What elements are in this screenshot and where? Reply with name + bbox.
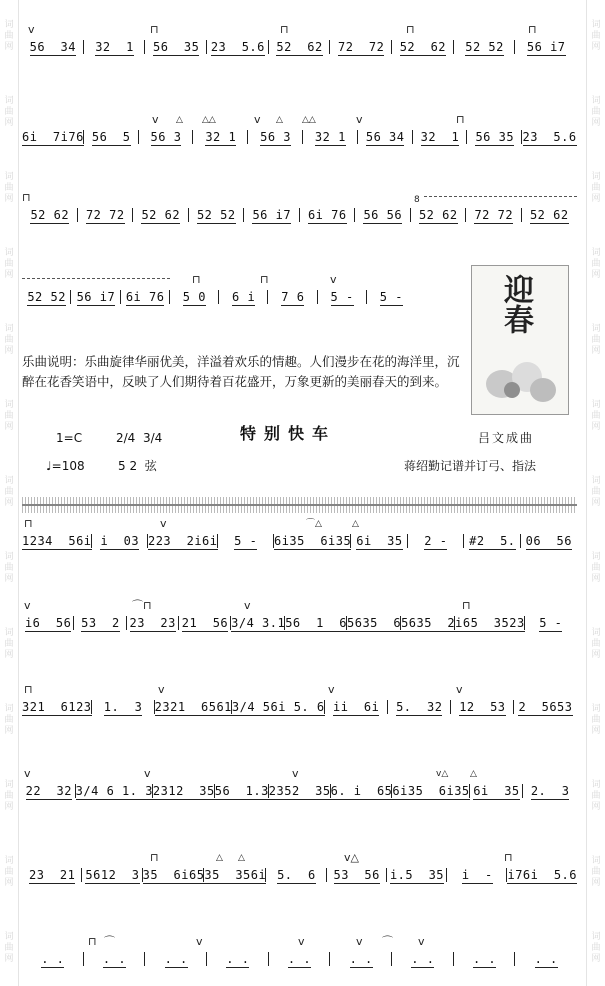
site-watermark: 词 曲 网 [4,552,14,584]
accent-mark: △△ [202,115,216,125]
measure-row [22,952,577,972]
site-watermark: 词 曲 网 [4,704,14,736]
up-bow-mark: v [418,935,425,948]
bowing-marks [22,24,577,38]
accent-mark: △ [352,519,359,529]
measure [325,700,388,714]
ottava-mark: 8 [414,195,420,205]
measure [330,40,392,54]
measure-notes: 5 0 [182,290,206,304]
measure-notes: i65 3523 [455,616,525,630]
measure-notes: 2312 35 [152,784,215,798]
measure-notes: i - [461,868,493,882]
up-bow-mark: v [356,935,363,948]
up-bow-mark: v [330,273,337,286]
measure [269,40,331,54]
down-bow-mark: ⊓ [24,683,33,696]
measure [92,700,155,714]
measure-notes: 23 23 [129,616,176,630]
measure [219,290,268,304]
measure-row [22,40,577,60]
up-bow-mark: v [152,113,159,126]
up-bow-mark: v [160,517,167,530]
measure [522,130,577,144]
measure-notes: 2 5653 [518,700,573,714]
measure-notes: 35 6i65 [142,868,205,882]
measure-notes: 5 - [234,534,258,548]
measure-notes: 72 72 [338,40,385,54]
up-bow-mark: v [28,23,35,36]
measure-notes: 52 62 [418,208,458,222]
measure [303,130,358,144]
measure-notes: 6. i 65 [330,784,393,798]
measure-notes: . . [411,952,435,966]
measure [355,208,411,222]
measure [392,952,454,966]
measure [22,784,76,798]
measure [455,616,525,630]
measure [22,616,74,630]
measure-notes: ii 6i [332,700,380,714]
up-bow-mark: v△ [344,851,359,864]
site-watermark: 词 曲 网 [4,400,14,432]
measure-notes: 3/4 6 1. 3 [75,784,153,798]
measure-notes: i 03 [100,534,140,548]
measure-notes: 5635 2 [401,616,456,630]
measure [22,952,84,966]
section-divider [22,497,577,513]
measure-notes: 72 72 [85,208,125,222]
down-bow-mark: ⌒⊓ [132,599,152,612]
up-bow-mark: v [24,767,31,780]
measure-notes: 23 5.6 [210,40,265,54]
flower-decoration [504,382,520,398]
measure-notes: 52 52 [196,208,236,222]
measure [244,208,300,222]
measure-notes: . . [287,952,312,966]
measure [387,868,447,882]
measure-row [22,784,577,804]
measure-notes: 56 i7 [526,40,566,54]
measure-notes: . . [164,952,188,966]
measure [318,290,367,304]
measure [155,700,232,714]
site-watermark: 词 曲 网 [4,780,14,812]
measure-notes: i.5 35 [389,868,445,882]
measure-notes: 56 56 [363,208,403,222]
measure [392,40,454,54]
measure [522,208,578,222]
measure-notes: 32 1 [95,40,134,54]
measure-notes: 5. 6 [277,868,316,882]
measure [388,700,451,714]
measure [84,952,146,966]
accent-mark: △ [470,769,477,779]
measure [231,616,285,630]
slur-mark: ⌒ [382,935,393,948]
measure-notes: 2 - [424,534,448,548]
site-watermark: 词 曲 网 [4,20,14,52]
measure [408,534,464,548]
measure-notes: 6i 76 [125,290,165,304]
measure [145,40,207,54]
bowing-marks [22,684,577,698]
measure [92,534,148,548]
site-watermark: 词 曲 网 [4,172,14,204]
down-bow-mark: ⊓ [406,23,415,36]
up-bow-mark: v [456,683,463,696]
measure [127,616,179,630]
measure [447,868,507,882]
site-watermark: 词 曲 网 [591,704,601,736]
measure-notes: 56 i7 [76,290,116,304]
measure [300,208,356,222]
measure-notes: 56 i7 [252,208,292,222]
measure [145,952,207,966]
piece-description: 乐曲说明：乐曲旋律华丽优美，洋溢着欢乐的情趣。人们漫步在花的海洋里，沉醉在花香笑语中，反映了人们期待着百花盛开，万象更新的美丽春天的到来。 [22,354,460,389]
measure [266,868,326,882]
measure-notes: 52 52 [465,40,504,54]
measure-row [22,868,577,888]
composer: 吕文成曲 [478,431,535,445]
measure [507,868,577,882]
accent-mark: △ [238,853,245,863]
site-watermark: 词 曲 网 [4,856,14,888]
site-watermark: 词 曲 网 [591,248,601,280]
measure-notes: 72 72 [474,208,514,222]
down-bow-mark: ⊓ [280,23,289,36]
slur-mark: ⌒ [104,935,115,948]
measure [179,616,231,630]
measure [413,130,468,144]
up-bow-mark: v [356,113,363,126]
measure [367,290,416,304]
measure-notes: 53 2 [81,616,120,630]
measure [22,290,71,304]
site-watermark: 词 曲 网 [591,324,601,356]
measure-notes: 5. 32 [396,700,443,714]
measure [268,290,317,304]
ottava-dashed-line [424,196,577,197]
down-bow-mark: ⊓ [260,273,269,286]
site-watermark: 词 曲 网 [591,780,601,812]
up-bow-mark: v [158,683,165,696]
measure [22,700,92,714]
measure-notes: 56 34 [365,130,405,144]
bowing-marks [22,768,577,782]
measure [143,868,205,882]
measure [22,208,78,222]
measure-notes: 223 2i6i [147,534,218,548]
measure [454,40,516,54]
down-bow-mark: ⊓ [504,851,513,864]
measure-notes: #2 5. [469,534,516,548]
up-bow-mark: v [254,113,261,126]
measure [71,290,120,304]
accent-mark: ⌒△ [306,519,322,529]
measure-notes: . . [102,952,127,966]
bowing-marks [22,518,577,532]
measure-row [22,534,577,554]
measure [148,534,218,548]
measure-notes: 2. 3 [530,784,570,798]
measure-notes: 1. 3 [103,700,143,714]
down-bow-mark: ⊓ [528,23,537,36]
site-watermark: 词 曲 网 [591,476,601,508]
measure-notes: 5635 6 [347,616,402,630]
site-watermark: 词 曲 网 [591,400,601,432]
bowing-marks [22,936,577,950]
measure [22,40,84,54]
measure [470,784,524,798]
down-bow-mark: ⊓ [192,273,201,286]
measure-notes: 52 62 [141,208,181,222]
bowing-marks [22,852,577,866]
measure [331,784,393,798]
measure-notes: 321 6123 [22,700,92,714]
cover-title: 迎春 [498,274,533,334]
measure [76,784,153,798]
measure [82,868,142,882]
measure [74,616,126,630]
measure-notes: 6 i [232,290,256,304]
measure [454,952,516,966]
measure [207,40,269,54]
site-watermark: 词 曲 网 [4,248,14,280]
measure [327,868,387,882]
measure-notes: . . [226,952,250,966]
bowing-marks [22,274,462,288]
accent-mark: △△ [302,115,316,125]
measure [358,130,413,144]
measure-notes: 56 5 [91,130,131,144]
measure-notes: 52 62 [276,40,323,54]
arranger-credit: 蒋绍勤记谱并订弓、指法 [404,459,537,473]
measure-notes: 7 6 [281,290,305,304]
measure-notes: 56 1 6 [285,616,347,630]
measure-notes: 5612 3 [85,868,140,882]
measure-notes: . . [349,952,373,966]
measure [22,868,82,882]
measure [139,130,194,144]
measure-notes: 52 62 [399,40,447,54]
measure-notes: 21 56 [181,616,229,630]
measure [22,534,92,548]
up-bow-mark: v [144,767,151,780]
down-bow-mark: ⊓ [88,935,97,948]
measure [22,130,84,144]
site-watermark: 词 曲 网 [4,324,14,356]
site-watermark: 词 曲 网 [591,96,601,128]
measure-notes: 22 32 [25,784,73,798]
measure [232,700,325,714]
measure [78,208,134,222]
top-staff-line-4 [22,274,462,308]
down-bow-mark: ⊓ [24,517,33,530]
measure [133,208,189,222]
measure-notes: 3/4 3.1 [231,616,286,630]
measure-notes: 1234 56i [22,534,92,548]
measure-notes: 2321 6561 [154,700,232,714]
measure [392,784,469,798]
site-watermark: 词 曲 网 [591,856,601,888]
measure-notes: 6i35 6i35 [273,534,352,548]
measure [153,784,215,798]
measure-row [22,700,577,720]
measure-notes: 6i 35 [473,784,520,798]
site-watermark: 词 曲 网 [591,172,601,204]
measure-notes: 32 1 [314,130,346,144]
accent-mark: v△ [436,769,449,779]
down-bow-mark: ⊓ [150,851,159,864]
measure [515,40,577,54]
measure-notes: 6i 7i76 [22,130,84,144]
measure-notes: . . [534,952,558,966]
measure-row [22,290,416,310]
string-tuning: 5 2 弦 [118,459,157,473]
measure-notes: 2352 35 [268,784,331,798]
measure-notes: i76i 5.6 [507,868,577,882]
site-watermark: 词 曲 网 [4,476,14,508]
measure-notes: 35 356i [204,868,267,882]
measure-notes: 56 35 [153,40,200,54]
measure-notes: 6i 35 [356,534,403,548]
measure-notes: 6i35 6i35 [392,784,470,798]
up-bow-mark: v [298,935,305,948]
up-bow-mark: v [244,599,251,612]
measure-notes: 6i 76 [307,208,347,222]
measure-notes: 56 34 [29,40,77,54]
measure [170,290,219,304]
measure [451,700,514,714]
measure-row [22,616,577,636]
measure [401,616,455,630]
time-signature: 2/4 3/4 [116,431,163,445]
measure-notes: 56 1.3 [214,784,269,798]
measure-notes: 56 35 [475,130,515,144]
measure-notes: . . [41,952,65,966]
measure [347,616,401,630]
measure-notes: 56 3 [260,130,292,144]
measure-row [22,208,577,228]
site-watermark: 词 曲 网 [4,932,14,964]
down-bow-mark: ⊓ [150,23,159,36]
bowing-marks [22,114,577,128]
measure [523,784,577,798]
site-watermark: 词 曲 网 [4,96,14,128]
measure-notes: 53 56 [333,868,380,882]
measure [84,130,139,144]
measure [467,130,522,144]
measure-notes: 06 56 [525,534,572,548]
measure [269,784,331,798]
flower-decoration [530,378,556,402]
measure [285,616,347,630]
measure [274,534,351,548]
down-bow-mark: ⊓ [456,113,465,126]
measure [193,130,248,144]
measure [121,290,170,304]
accent-mark: △ [176,115,183,125]
measure [189,208,245,222]
measure [207,952,269,966]
accent-mark: △ [276,115,283,125]
bowing-marks [22,600,577,614]
measure-notes: i6 56 [24,616,72,630]
up-bow-mark: v [24,599,31,612]
measure [269,952,331,966]
measure [215,784,269,798]
key-signature: 1=C [56,431,83,445]
measure-notes: 3/4 56i 5. 6 [231,700,325,714]
measure [525,616,577,630]
measure [84,40,146,54]
measure [514,700,577,714]
accent-mark: △ [216,853,223,863]
measure [248,130,303,144]
cover-artwork [471,265,569,415]
measure-notes: 56 3 [150,130,182,144]
down-bow-mark: ⊓ [22,191,31,204]
measure [515,952,577,966]
site-watermark: 词 曲 网 [4,628,14,660]
up-bow-mark: v [328,683,335,696]
down-bow-mark: ⊓ [462,599,471,612]
up-bow-mark: v [196,935,203,948]
measure-notes: 52 52 [27,290,66,304]
measure-notes: 52 62 [529,208,569,222]
measure [464,534,520,548]
measure [411,208,467,222]
measure [218,534,274,548]
measure-row [22,130,577,150]
site-watermark: 词 曲 网 [591,20,601,52]
measure-notes: 5 - [330,290,354,304]
measure [330,952,392,966]
bowing-marks [22,192,577,206]
site-watermark: 词 曲 网 [591,552,601,584]
site-watermark: 词 曲 网 [591,628,601,660]
measure-notes: 5 - [539,616,563,630]
measure-notes: 23 5.6 [522,130,577,144]
measure [351,534,407,548]
site-watermark: 词 曲 网 [591,932,601,964]
measure [204,868,266,882]
measure-notes: . . [472,952,497,966]
measure-notes: 52 62 [30,208,70,222]
measure-notes: 23 21 [28,868,76,882]
up-bow-mark: v [292,767,299,780]
measure-notes: 12 53 [459,700,506,714]
measure-notes: 5 - [379,290,403,304]
piece-title: 特别快车 [240,424,337,443]
measure-notes: 32 1 [205,130,237,144]
tempo-marking: ♩=108 [46,459,85,473]
measure-notes: 32 1 [420,130,460,144]
measure [466,208,522,222]
measure [521,534,577,548]
ottava-dashed-line [22,278,170,279]
